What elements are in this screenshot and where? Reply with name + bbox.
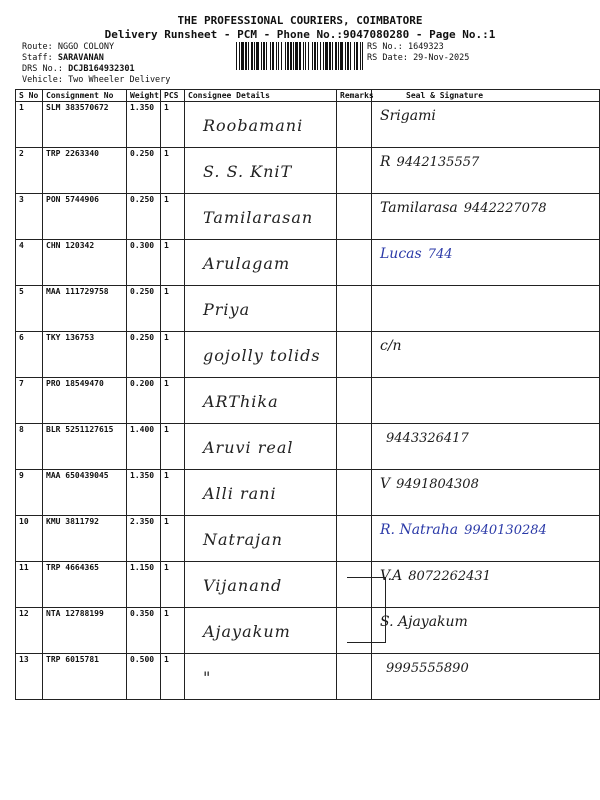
signature-cell: [372, 332, 600, 378]
remarks-cell: [337, 378, 372, 424]
signature-phone: 9442135557: [396, 155, 480, 170]
barcode-bar: [320, 42, 321, 70]
consignee-cell: [185, 194, 337, 240]
barcode-bar: [332, 42, 333, 70]
signature-cell: [372, 102, 600, 148]
consignee-handwriting: gojolly tolids: [203, 346, 321, 365]
consignment-number-cell: TKY 136753: [43, 332, 127, 378]
table-row: [16, 516, 600, 562]
consignee-handwriting: Natrajan: [203, 530, 283, 549]
weight-cell: 0.200: [127, 378, 161, 424]
barcode-bar: [325, 42, 328, 70]
consignment-number-cell: NTA 12788199: [43, 608, 127, 654]
column-header: Remarks: [337, 90, 372, 102]
consignment-number-cell: MAA 650439045: [43, 470, 127, 516]
barcode-bar: [340, 42, 343, 70]
consignee-handwriting: S. S. KniT: [203, 162, 293, 181]
barcode-bar: [266, 42, 267, 70]
weight-cell: 0.500: [127, 654, 161, 700]
table-row: [16, 286, 600, 332]
remarks-cell: [337, 194, 372, 240]
pieces-cell: 1: [161, 194, 185, 240]
signature-phone: 9491804308: [396, 477, 479, 492]
consignee-cell: [185, 148, 337, 194]
table-body: [16, 102, 600, 700]
barcode-bar: [276, 42, 277, 70]
pieces-cell: 1: [161, 240, 185, 286]
consignee-cell: [185, 378, 337, 424]
consignee-handwriting: Ajayakum: [203, 622, 291, 641]
signature-name: S. Ajayakum: [380, 614, 468, 630]
barcode-bar: [335, 42, 337, 70]
barcode-bar: [236, 42, 237, 70]
vehicle-line: Vehicle: Two Wheeler Delivery: [22, 75, 171, 85]
table-row: [16, 332, 600, 378]
column-header: S No: [16, 90, 43, 102]
consignee-handwriting: ": [203, 668, 212, 687]
table-row: [16, 148, 600, 194]
barcode-bar: [354, 42, 355, 70]
signature-handwriting: [380, 476, 479, 492]
signature-name: R: [380, 154, 391, 170]
pieces-cell: 1: [161, 102, 185, 148]
barcode-bar: [317, 42, 318, 70]
column-header: Weight: [127, 90, 161, 102]
column-header: PCS: [161, 90, 185, 102]
consignee-cell: [185, 286, 337, 332]
table-row: [16, 654, 600, 700]
consignment-number-cell: CHN 120342: [43, 240, 127, 286]
remarks-cell: [337, 424, 372, 470]
signature-cell: [372, 470, 600, 516]
barcode-bar: [329, 42, 331, 70]
signature-name: V.A: [380, 568, 403, 584]
weight-cell: 0.250: [127, 332, 161, 378]
serial-number-cell: 10: [16, 516, 43, 562]
consignee-handwriting: Aruvi real: [203, 438, 294, 457]
consignee-cell: [185, 608, 337, 654]
consignee-handwriting: Roobamani: [203, 116, 304, 135]
serial-number-cell: 7: [16, 378, 43, 424]
signature-phone: 744: [427, 247, 453, 262]
barcode-bar: [293, 42, 294, 70]
table-row: [16, 194, 600, 240]
weight-cell: 1.350: [127, 470, 161, 516]
route-line: Route: NGGO COLONY: [22, 42, 115, 52]
consignment-number-cell: MAA 111729758: [43, 286, 127, 332]
barcode-bar: [272, 42, 274, 70]
pieces-cell: 1: [161, 608, 185, 654]
barcode-bar: [256, 42, 259, 70]
signature-cell: [372, 654, 600, 700]
pieces-cell: 1: [161, 378, 185, 424]
signature-handwriting: [380, 200, 546, 216]
company-title: THE PROFESSIONAL COURIERS, COIMBATORE: [177, 14, 423, 27]
signature-handwriting: [380, 338, 408, 354]
remarks-cell: [337, 332, 372, 378]
remarks-cell: [337, 148, 372, 194]
barcode-bar: [338, 42, 339, 70]
barcode-bar: [299, 42, 301, 70]
barcode-bar: [308, 42, 309, 70]
table-header-row: [16, 90, 600, 102]
signature-phone: 9442227078: [463, 201, 547, 216]
consignee-handwriting: Alli rani: [203, 484, 277, 503]
consignee-handwriting: ARThika: [203, 392, 279, 411]
serial-number-cell: 4: [16, 240, 43, 286]
serial-number-cell: 1: [16, 102, 43, 148]
signature-cell: [372, 516, 600, 562]
barcode-bar: [281, 42, 282, 70]
signature-phone: 8072262431: [408, 569, 491, 584]
runsheet-subtitle: Delivery Runsheet - PCM - Phone No.:9047080280 - Page No.:1: [104, 28, 496, 41]
barcode-bar: [254, 42, 255, 70]
consignee-handwriting: Vijanand: [203, 576, 283, 595]
remarks-cell: [337, 516, 372, 562]
signature-handwriting: [380, 154, 479, 170]
signature-phone: 9443326417: [386, 431, 469, 446]
serial-number-cell: 2: [16, 148, 43, 194]
consignee-cell: [185, 102, 337, 148]
serial-number-cell: 3: [16, 194, 43, 240]
barcode-bar: [362, 42, 363, 70]
remarks-cell: [337, 102, 372, 148]
consignment-number-cell: TRP 4664365: [43, 562, 127, 608]
serial-number-cell: 9: [16, 470, 43, 516]
barcode-bar: [261, 42, 262, 70]
barcode-bar: [270, 42, 271, 70]
column-header: Seal & Signature: [372, 90, 600, 102]
staff-line: Staff: SARAVANAN: [22, 53, 104, 63]
drs-line: DRS No.: DCJB164932301: [22, 64, 135, 74]
pieces-cell: 1: [161, 424, 185, 470]
signature-handwriting: [380, 384, 386, 400]
remarks-cell: [337, 240, 372, 286]
table-row: [16, 102, 600, 148]
weight-cell: 0.250: [127, 194, 161, 240]
signature-cell: [372, 608, 600, 654]
signature-cell: [372, 424, 600, 470]
barcode-bar: [287, 42, 289, 70]
barcode-bar: [251, 42, 253, 70]
serial-number-cell: 8: [16, 424, 43, 470]
signature-name: R. Natraha: [380, 522, 459, 538]
column-header: Consignee Details: [185, 90, 337, 102]
consignee-handwriting: Arulagam: [203, 254, 291, 273]
consignment-number-cell: TRP 2263340: [43, 148, 127, 194]
consignment-number-cell: PON 5744906: [43, 194, 127, 240]
barcode-bar: [285, 42, 286, 70]
table-row: [16, 240, 600, 286]
pieces-cell: 1: [161, 516, 185, 562]
weight-cell: 1.350: [127, 102, 161, 148]
consignee-cell: [185, 424, 337, 470]
signature-cell: [372, 240, 600, 286]
barcode-bar: [347, 42, 349, 70]
signature-cell: [372, 286, 600, 332]
barcode-bar: [314, 42, 316, 70]
weight-cell: 0.250: [127, 148, 161, 194]
barcode-bar: [312, 42, 313, 70]
signature-phone: 9940130284: [464, 523, 547, 538]
pieces-cell: 1: [161, 654, 185, 700]
remarks-cell: [337, 654, 372, 700]
consignment-number-cell: BLR 5251127615: [43, 424, 127, 470]
signature-handwriting: [380, 614, 474, 630]
barcode-bar: [295, 42, 298, 70]
rs-no-line: RS No.: 1649323: [367, 42, 444, 52]
consignment-number-cell: PRO 18549470: [43, 378, 127, 424]
barcode-bar: [245, 42, 247, 70]
consignee-cell: [185, 562, 337, 608]
meta-left: [22, 42, 170, 86]
consignee-cell: [185, 332, 337, 378]
barcode-bar: [239, 42, 240, 70]
barcode-bar: [360, 42, 361, 70]
barcode-bar: [305, 42, 306, 70]
barcode-image: [236, 42, 364, 70]
signature-name: Srigami: [380, 108, 436, 124]
barcode-bar: [323, 42, 324, 70]
table-row: [16, 562, 600, 608]
signature-handwriting: [380, 430, 469, 446]
signature-name: Lucas: [380, 246, 422, 262]
barcode-bar: [263, 42, 265, 70]
serial-number-cell: 12: [16, 608, 43, 654]
signature-cell: [372, 148, 600, 194]
barcode-bar: [356, 42, 358, 70]
signature-name: V: [380, 476, 391, 492]
signature-name: Tamilarasa: [380, 200, 458, 216]
consignment-number-cell: TRP 6015781: [43, 654, 127, 700]
weight-cell: 2.350: [127, 516, 161, 562]
serial-number-cell: 6: [16, 332, 43, 378]
meta-right: [367, 42, 469, 64]
runsheet-table: [15, 89, 600, 700]
table-row: [16, 470, 600, 516]
signature-phone: 9995555890: [386, 661, 469, 676]
pieces-cell: 1: [161, 562, 185, 608]
consignee-cell: [185, 240, 337, 286]
signature-handwriting: [380, 246, 453, 262]
signature-cell: [372, 378, 600, 424]
consignee-handwriting: Tamilarasan: [203, 208, 314, 227]
barcode-bar: [345, 42, 346, 70]
consignee-cell: [185, 470, 337, 516]
pieces-cell: 1: [161, 332, 185, 378]
signature-name: c/n: [380, 338, 402, 354]
consignee-cell: [185, 654, 337, 700]
signature-cell: [372, 194, 600, 240]
consignee-cell: [185, 516, 337, 562]
serial-number-cell: 13: [16, 654, 43, 700]
signature-handwriting: [380, 660, 469, 676]
barcode-bar: [241, 42, 244, 70]
serial-number-cell: 11: [16, 562, 43, 608]
barcode-bar: [290, 42, 292, 70]
weight-cell: 1.400: [127, 424, 161, 470]
consignment-number-cell: KMU 3811792: [43, 516, 127, 562]
barcode-bar: [278, 42, 279, 70]
table-row: [16, 378, 600, 424]
weight-cell: 0.300: [127, 240, 161, 286]
barcode-bar: [248, 42, 249, 70]
consignee-handwriting: Priya: [203, 300, 251, 319]
remarks-bracket-mark: [347, 577, 386, 643]
weight-cell: 0.350: [127, 608, 161, 654]
weight-cell: 1.150: [127, 562, 161, 608]
consignment-number-cell: SLM 383570672: [43, 102, 127, 148]
remarks-cell: [337, 286, 372, 332]
weight-cell: 0.250: [127, 286, 161, 332]
barcode-bar: [303, 42, 304, 70]
pieces-cell: 1: [161, 470, 185, 516]
signature-handwriting: [380, 522, 547, 538]
column-header: Consignment No: [43, 90, 127, 102]
signature-cell: [372, 562, 600, 608]
serial-number-cell: 5: [16, 286, 43, 332]
table-row: [16, 424, 600, 470]
pieces-cell: 1: [161, 148, 185, 194]
signature-handwriting: [380, 568, 491, 584]
signature-handwriting: [380, 108, 442, 124]
rs-date-line: RS Date: 29-Nov-2025: [367, 53, 470, 63]
pieces-cell: 1: [161, 286, 185, 332]
table-row: [16, 608, 600, 654]
remarks-cell: [337, 470, 372, 516]
barcode-bar: [350, 42, 351, 70]
signature-handwriting: [380, 292, 386, 308]
